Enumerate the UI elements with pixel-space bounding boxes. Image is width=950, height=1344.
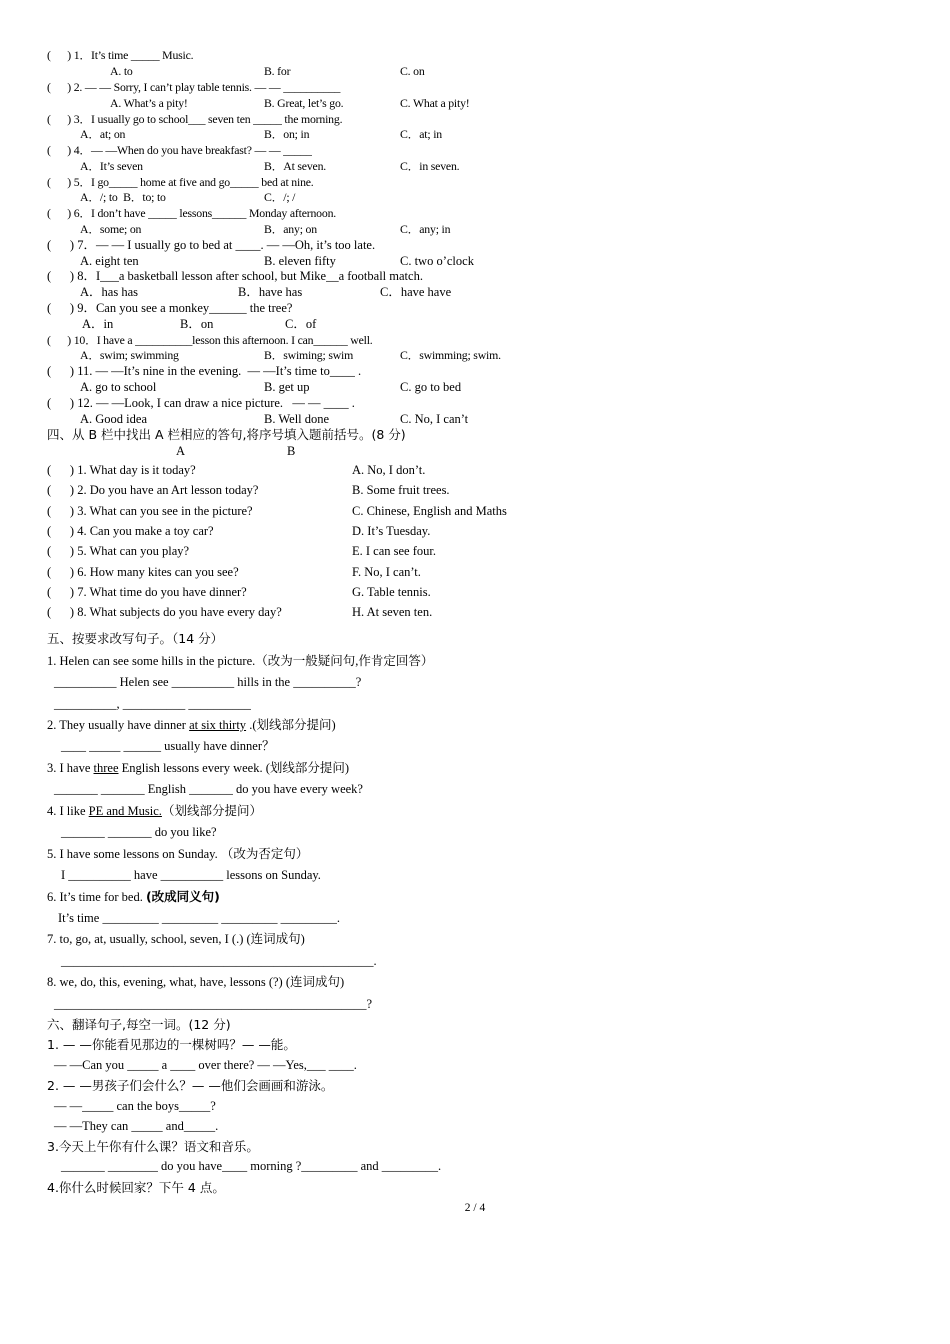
translate-q2-blank-line1: — —_____ can the boys_____? [54,1099,216,1113]
match-answer: B. Some fruit trees. [352,483,450,497]
match-question: ( ) 7. What time do you have dinner? [47,585,247,599]
q3-1-option-c: C. on [400,64,425,78]
q3-1-stem: ( ) 1．It’s time _____ Music. [47,48,194,62]
q3-1-option-b: B. for [264,64,291,78]
q3-7-option-b: B. eleven fifty [264,254,336,268]
underlined-phrase: three [93,761,119,775]
q3-4-option-b: B．At seven. [264,159,327,173]
q3-2-option-b: B. Great, let’s go. [264,96,344,110]
underlined-phrase: at six thirty [189,718,247,732]
section4-column-b-header: B [287,444,296,458]
q3-4-option-c: C．in seven. [400,159,460,173]
q3-12-stem: ( ) 12. — —Look, I can draw a nice picture. — — ____ . [47,396,355,410]
q3-7-option-a: A. eight ten [80,254,139,268]
section4-title: 四、从 B 栏中找出 A 栏相应的答句,将序号填入题前括号。(8 分) [47,427,406,442]
match-answer: G. Table tennis. [352,585,431,599]
q3-11-option-a: A. go to school [80,380,157,394]
match-question: ( ) 2. Do you have an Art lesson today? [47,483,259,497]
q3-4-stem: ( ) 4．— —When do you have breakfast? — — _____ [47,143,312,157]
section4-column-a-header: A [176,444,186,458]
q3-5-stem: ( ) 5．I go_____ home at five and go_____ bed at nine. [47,175,314,189]
rewrite-q3-blank-line: _______ _______ English _______ do you have every week? [54,782,363,796]
section6-title: 六、翻译句子,每空一词。(12 分) [47,1017,231,1032]
rewrite-q1: 1. Helen can see some hills in the picture.（改为一般疑问句,作肯定回答） [47,654,434,668]
translate-q4: 4.你什么时候回家？下午 4 点。 [47,1180,225,1195]
rewrite-q2: 2. They usually have dinner at six thirty .(划线部分提问) [47,718,336,732]
q3-10-stem: ( ) 10．I have a __________lesson this afternoon. I can______ well. [47,333,373,347]
section5-title: 五、按要求改写句子。（14 分） [47,631,224,646]
rewrite-q4-blank-line: _______ _______ do you like? [61,825,217,839]
q3-12-option-b: B. Well done [264,412,330,426]
q3-7-option-c: C. two o’clock [400,254,474,268]
q3-3-option-c: C．at; in [400,127,442,141]
q3-5-option-ab: A．/; to B．to; to [80,190,166,204]
match-question: ( ) 3. What can you see in the picture? [47,504,253,518]
q3-2-option-c: C. What a pity! [400,96,470,110]
match-answer: F. No, I can’t. [352,565,421,579]
match-question: ( ) 1. What day is it today? [47,463,196,477]
q3-3-stem: ( ) 3．I usually go to school___ seven ten _____ the morning. [47,112,343,126]
q3-6-option-a: A．some; on [80,222,142,236]
translate-q3-blank-line: _______ ________ do you have____ morning ?_________ and _________. [61,1159,442,1173]
q3-8-option-a: A．has has [80,285,138,299]
translate-q3: 3.今天上午你有什么课？语文和音乐。 [47,1139,259,1154]
rewrite-q8-blank-line: __________________________________________________? [54,997,373,1011]
rewrite-q4: 4. I like PE and Music.（划线部分提问） [47,804,262,818]
rewrite-q7: 7. to, go, at, usually, school, seven, I (.) (连词成句) [47,932,305,946]
q3-3-option-b: B．on; in [264,127,310,141]
q3-8-option-b: B．have has [238,285,303,299]
q3-12-option-a: A. Good idea [80,412,147,426]
q3-10-option-a: A．swim; swimming [80,348,179,362]
translate-q2-blank-line2: — —They can _____ and_____. [54,1119,219,1133]
rewrite-q7-blank-line: __________________________________________________. [61,954,377,968]
match-question: ( ) 5. What can you play? [47,544,190,558]
translate-q1: 1. — —你能看见那边的一棵树吗？— —能。 [47,1037,296,1052]
match-question: ( ) 8. What subjects do you have every day? [47,605,282,619]
q3-11-option-b: B. get up [264,380,310,394]
q3-7-stem: ( ) 7．— — I usually go to bed at ____. — —Oh, it’s too late. [47,238,376,252]
match-question: ( ) 6. How many kites can you see? [47,565,239,579]
q3-12-option-c: C. No, I can’t [400,412,469,426]
match-answer: C. Chinese, English and Maths [352,504,507,518]
q3-9-option-c: C．of [285,317,317,331]
rewrite-q2-blank-line: ____ _____ ______ usually have dinner？ [61,739,275,753]
translate-q1-blank-line: — —Can you _____ a ____ over there? — —Yes,___ ____. [54,1058,357,1072]
translate-q2: 2. — —男孩子们会什么？— —他们会画画和游泳。 [47,1078,334,1093]
q3-2-option-a: A. What’s a pity! [110,96,188,110]
rewrite-q6: 6. It’s time for bed. (改成同义句) [47,889,220,904]
rewrite-q3: 3. I have three English lessons every week. (划线部分提问) [47,761,350,775]
underlined-phrase: PE and Music. [88,804,162,818]
q3-9-option-a: A．in [82,317,114,331]
q3-3-option-a: A．at; on [80,127,126,141]
q3-9-stem: ( ) 9．Can you see a monkey______ the tree? [47,301,293,315]
q3-6-option-b: B．any; on [264,222,317,236]
match-answer: D. It’s Tuesday. [352,524,431,538]
q3-2-stem: ( ) 2. — — Sorry, I can’t play table tennis. — — __________ [47,80,341,94]
q3-8-option-c: C．have have [380,285,452,299]
rewrite-q5-blank-line: I __________ have __________ lessons on Sunday. [61,868,321,882]
q3-11-stem: ( ) 11. — —It’s nine in the evening. — —It’s time to____ . [47,364,362,378]
q3-11-option-c: C. go to bed [400,380,462,394]
q3-5-option-c: C．/; / [264,190,296,204]
q3-10-option-b: B．swiming; swim [264,348,354,362]
rewrite-q1-blank-line1: __________ Helen see __________ hills in the __________? [54,675,362,689]
rewrite-q1-blank-line2: __________, __________ __________ [54,697,251,711]
q3-1-option-a: A. to [110,64,133,78]
q3-10-option-c: C．swimming; swim. [400,348,501,362]
match-question: ( ) 4. Can you make a toy car? [47,524,214,538]
q3-6-stem: ( ) 6．I don’t have _____ lessons______ Monday afternoon. [47,206,337,220]
q3-4-option-a: A．It’s seven [80,159,143,173]
page-number: 2 / 4 [464,1202,486,1214]
q3-9-option-b: B．on [180,317,214,331]
rewrite-q5: 5. I have some lessons on Sunday. （改为否定句） [47,847,309,861]
rewrite-q8: 8. we, do, this, evening, what, have, lessons (?) (连词成句) [47,975,345,989]
match-answer: A. No, I don’t. [352,463,426,477]
q3-8-stem: ( ) 8．I___a basketball lesson after school, but Mike__a football match. [47,269,423,283]
match-answer: H. At seven ten. [352,605,433,619]
q3-6-option-c: C．any; in [400,222,451,236]
rewrite-q6-blank-line: It’s time _________ _________ _________ _________. [58,911,340,925]
match-answer: E. I can see four. [352,544,436,558]
